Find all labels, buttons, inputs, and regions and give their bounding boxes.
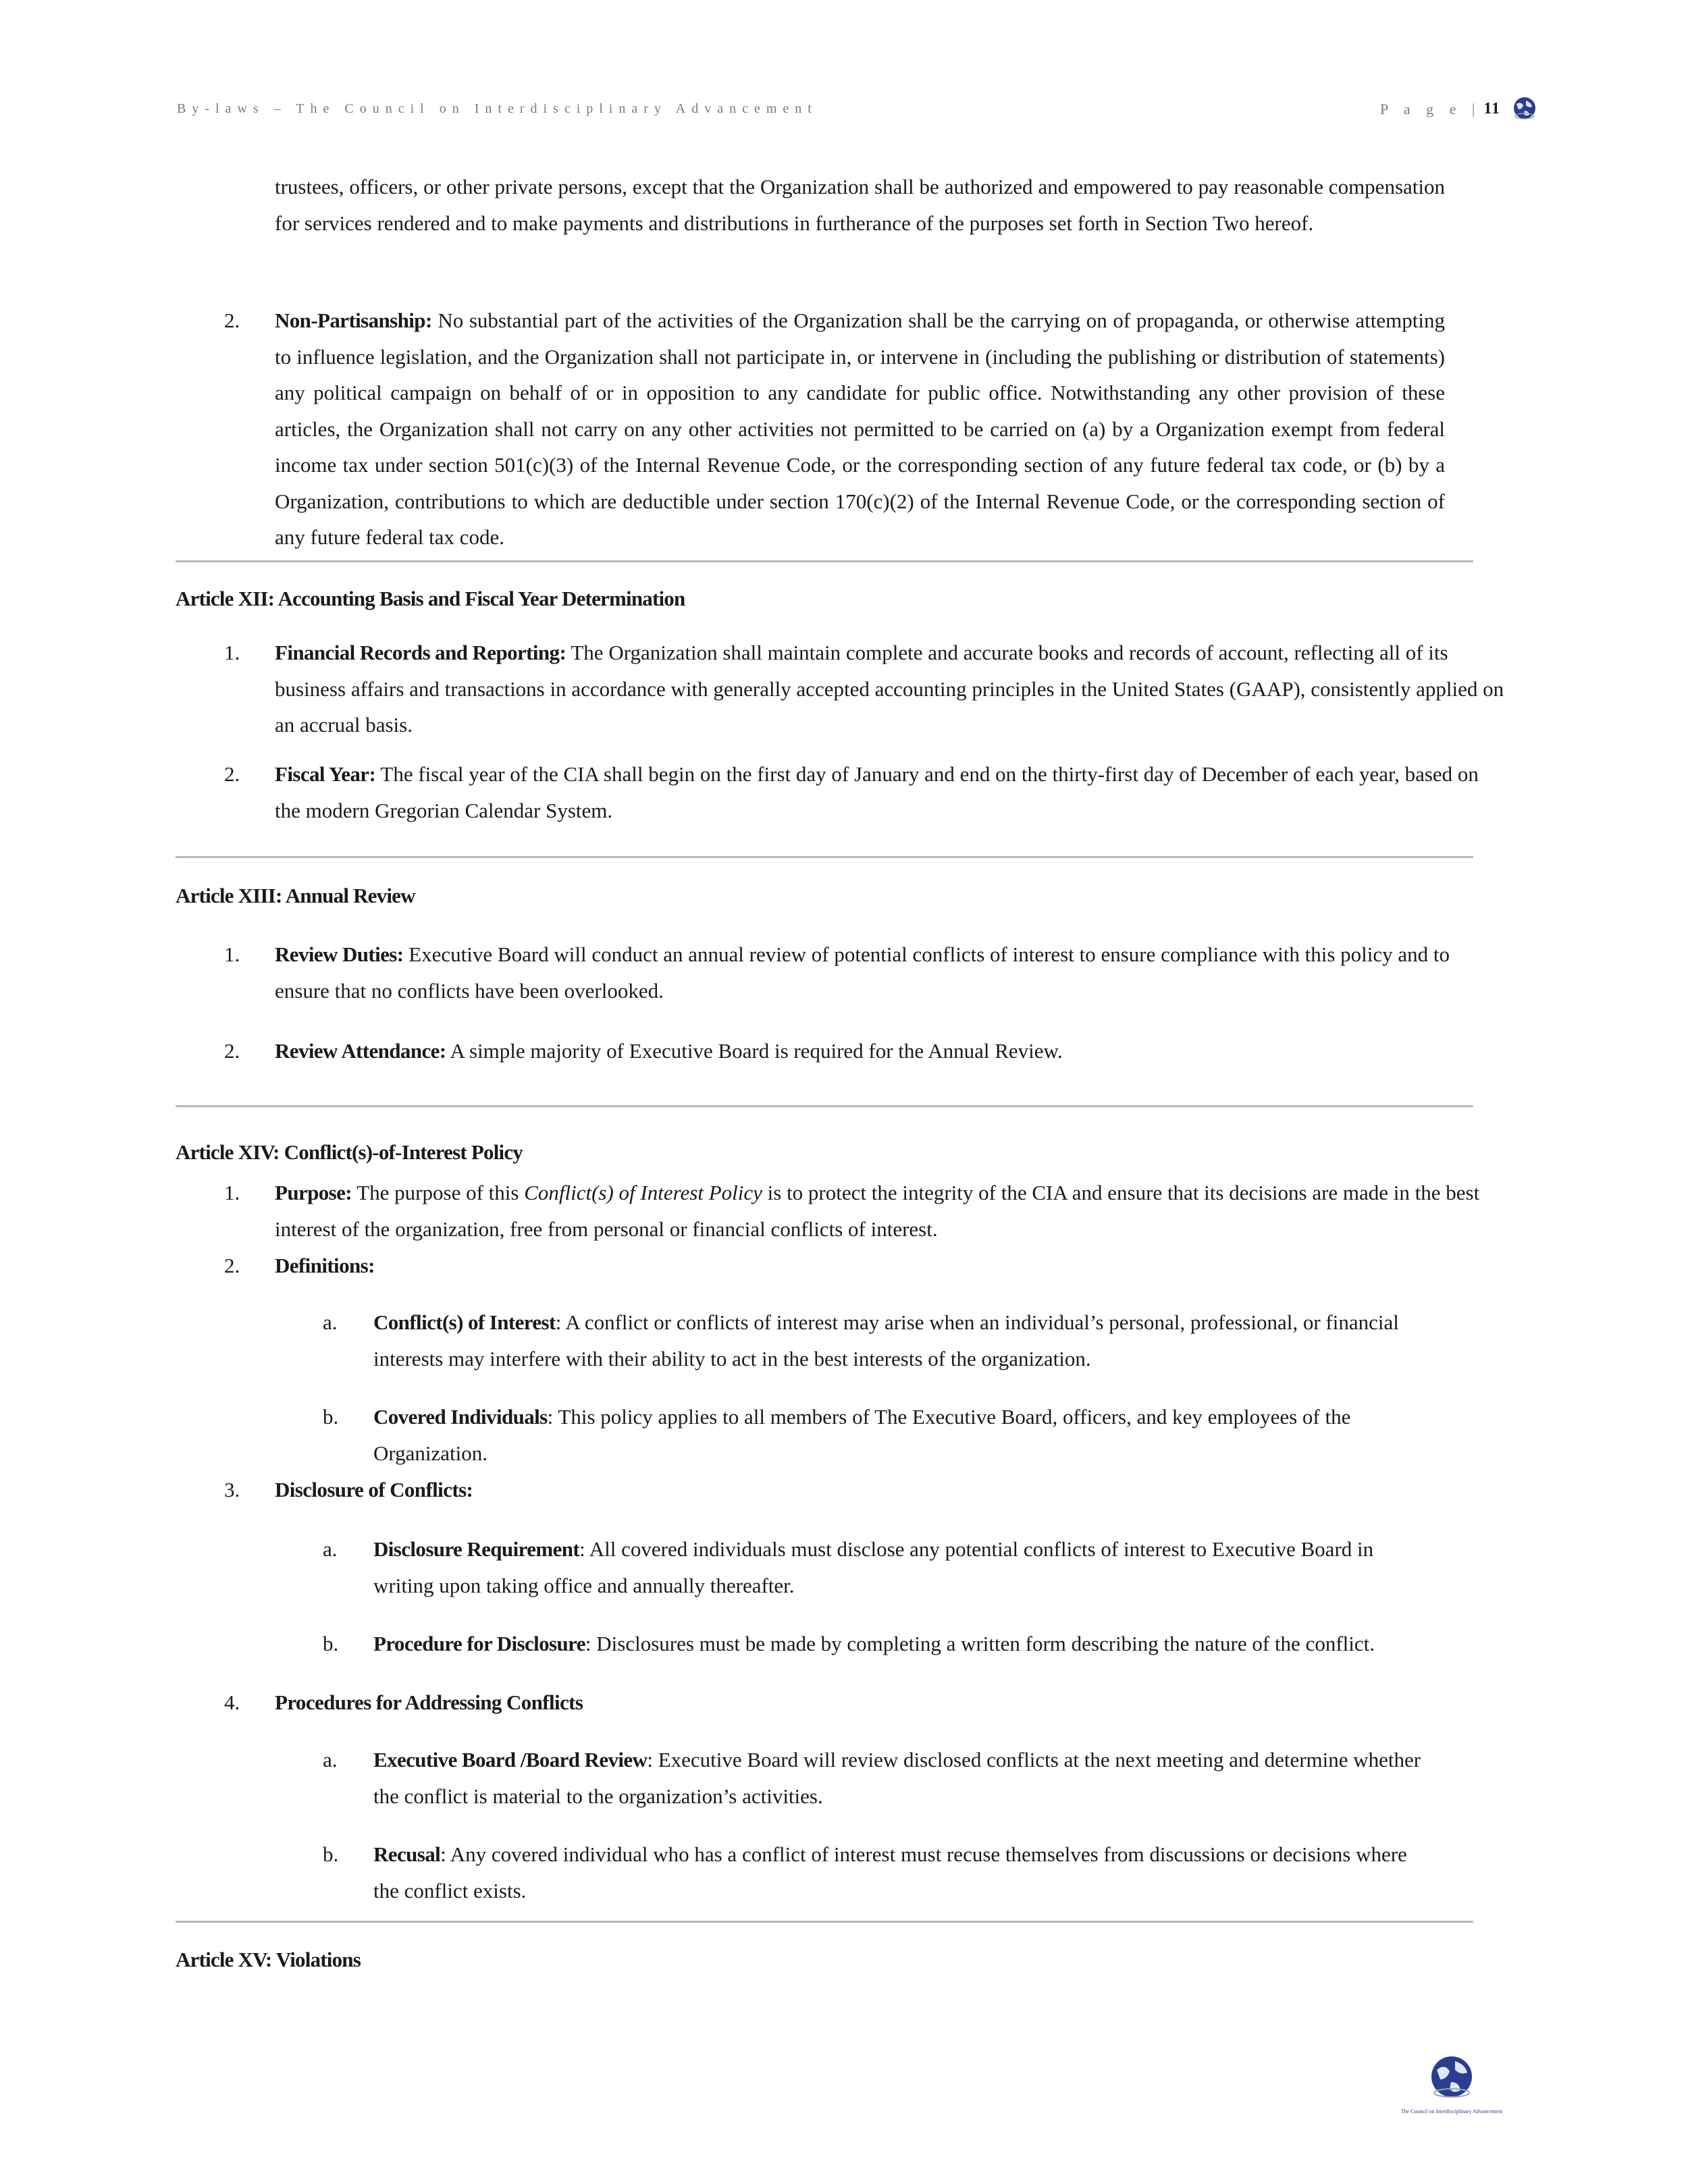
sub-item-body: : A conflict or conflicts of interest may arise when an individual’s personal, professional, or financial interests may interfere with their ability to act in the best interests of the organization. [373,1310,1399,1370]
item-number: 2. [224,1254,240,1277]
sub-item-text [373,1304,1420,1377]
item-body-pre: The purpose of this [357,1181,519,1204]
item-text [275,302,1445,556]
item-body: No substantial part of the activities of the Organization shall be the carrying on of propaganda, or otherwise attempting to influence legislation, and the Organization shall not participate in, or intervene in (including the publishing or distribution of statements) any political campaign on behalf of or in opposition to any candidate for public office. Notwithstanding any other provision of these articles, the Organization shall not carry on any other activities not permitted to be carried on (a) by a Organization exempt from federal income tax under section 501(c)(3) of the Internal Revenue Code, or the corresponding section of any future federal tax code, or (b) by a Organization, contributions to which are deductible under section 170(c)(2) of the Internal Revenue Code, or the corresponding section of any future federal tax code. [275,309,1445,549]
item-body-post: is to protect the integrity of the CIA and ensure that its decisions are made in the best interest of the organization, free from personal or financial conflicts of interest. [275,1181,1480,1241]
item-number: 2. [224,309,240,332]
sub-item-body: : All covered individuals must disclose any potential conflicts of interest to Executive Board in writing upon taking office and annually thereafter. [373,1537,1374,1597]
sub-item-body: : This policy applies to all members of The Executive Board, officers, and key employees of the Organization. [373,1405,1351,1465]
globe-icon [1511,95,1538,122]
item-title: Purpose: [275,1181,352,1204]
item-text [275,1033,1483,1069]
section-divider [176,856,1473,858]
sub-item-letter: a. [323,1748,338,1772]
page-number: 11 [1483,100,1500,117]
sub-item-title: Disclosure Requirement [373,1537,580,1561]
item-body: A simple majority of Executive Board is required for the Annual Review. [450,1039,1063,1063]
sub-item-letter: a. [323,1537,338,1561]
sub-item-title: Recusal [373,1842,441,1866]
sub-item-body: : Executive Board will review disclosed conflicts at the next meeting and determine whether the conflict is material to the organization’s activities. [373,1748,1421,1808]
sub-item-text [373,1742,1427,1814]
item-title: Procedures for Addressing Conflicts [275,1690,583,1714]
item-title: Review Duties: [275,942,404,966]
sub-item-letter: b. [323,1405,339,1429]
sub-item-text [373,1399,1433,1471]
sub-item-title: Covered Individuals [373,1405,548,1429]
article-15-heading: Article XV: Violations [176,1948,361,1971]
item-body: Executive Board will conduct an annual review of potential conflicts of interest to ensure compliance with this policy and to ensure that no conflicts have been overlooked. [275,942,1450,1003]
item-text [275,1684,950,1721]
sub-item-letter: b. [323,1632,339,1655]
item-number: 3. [224,1478,240,1501]
item-title: Disclosure of Conflicts: [275,1478,473,1501]
item-policy-name: Conflict(s) of Interest Policy [524,1181,762,1204]
sub-item-letter: a. [323,1310,338,1334]
item-text [275,1248,950,1284]
article-13-heading: Article XIII: Annual Review [176,884,415,907]
article-14-heading: Article XIV: Conflict(s)-of-Interest Policy [176,1140,523,1164]
item-number: 2. [224,762,240,786]
item-number: 2. [224,1039,240,1063]
sub-item-text [373,1626,1467,1662]
item-title: Review Attendance: [275,1039,446,1063]
item-title: Definitions: [275,1254,375,1277]
item-body: The Organization shall maintain complete and accurate books and records of account, reflecting all of its business affairs and transactions in accordance with generally accepted accounting principles in the United States (GAAP), consistently applied on an accrual basis. [275,641,1504,737]
item-text [275,635,1507,743]
running-header-page [1380,100,1500,118]
continuation-paragraph: trustees, officers, or other private persons, except that the Organization shall be authorized and empowered to pay reasonable compensation for services rendered and to make payments and distributions in furtherance of the purposes set forth in Section Two hereof. [275,175,1445,235]
globe-icon [1381,2051,1523,2119]
page-label: P a g e | [1379,100,1481,117]
sub-item-title: Executive Board /Board Review [373,1748,648,1772]
sub-item-letter: b. [323,1842,339,1866]
footer-logo [1381,2051,1523,2119]
item-title: Financial Records and Reporting: [275,641,566,664]
item-title: Non-Partisanship: [275,309,432,332]
item-body: The fiscal year of the CIA shall begin on the first day of January and end on the thirty-first day of December of each year, based on the modern Gregorian Calendar System. [275,762,1479,822]
item-text [275,756,1490,828]
footer-logo-caption: The Council on Interdisciplinary Advancement [1400,2108,1503,2114]
sub-item-title: Conflict(s) of Interest [373,1310,556,1334]
sub-item-title: Procedure for Disclosure [373,1632,585,1655]
item-number: 1. [224,641,240,664]
item-number: 1. [224,942,240,966]
section-divider [176,1105,1473,1107]
item-text [275,1472,950,1508]
item-text [275,1175,1504,1247]
item-text [275,936,1483,1009]
item-number: 1. [224,1181,240,1204]
sub-item-body: : Any covered individual who has a conflict of interest must recuse themselves from discussions or decisions where the conflict exists. [373,1842,1407,1902]
section-divider [176,1921,1473,1923]
item-title: Fiscal Year: [275,762,376,786]
article-12-heading: Article XII: Accounting Basis and Fiscal Year Determination [176,587,685,610]
sub-item-text [373,1836,1433,1909]
sub-item-body: : Disclosures must be made by completing a written form describing the nature of the conflict. [585,1632,1375,1655]
sub-item-text [373,1531,1427,1603]
section-divider [176,560,1473,562]
running-header-title: By-laws – The Council on Interdisciplinary Advancement [177,101,818,116]
item-number: 4. [224,1690,240,1714]
